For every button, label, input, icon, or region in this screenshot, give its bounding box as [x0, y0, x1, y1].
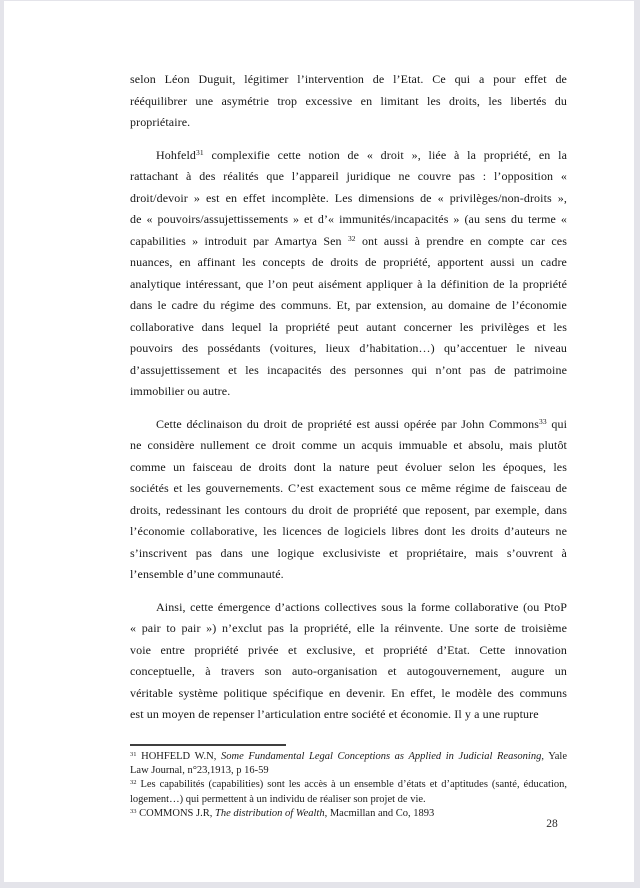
footnote-reference: 33 — [130, 807, 137, 815]
footnote-line — [130, 793, 567, 807]
text-line — [130, 295, 567, 317]
footnote-line — [130, 778, 567, 792]
document-page — [4, 1, 634, 882]
text-segment: l’économie collaborative, les licences de logiciels libres dont les droits d’auteurs ne — [130, 524, 567, 538]
text-segment: comme un faisceau de droits dont la nature peut évoluer selon les époques, les — [130, 459, 567, 474]
text-segment: Cette déclinaison du droit de propriété est aussi opérée par John Commons — [156, 416, 540, 431]
text-line — [130, 414, 567, 436]
text-segment: The distribution of Wealth — [214, 807, 325, 819]
text-line — [130, 683, 567, 705]
text-segment: , Yale — [541, 751, 567, 762]
text-segment: Ainsi, cette émergence d’actions collectives sous la forme collaborative (ou PtoP — [156, 599, 567, 614]
text-line — [130, 521, 567, 543]
paragraph — [130, 597, 567, 726]
page-number: 28 — [546, 818, 558, 830]
text-line — [130, 435, 567, 457]
text-line — [130, 317, 567, 339]
text-segment: est un moyen de repenser l’articulation entre société et économie. Il y a une rupture — [130, 707, 539, 721]
text-segment: immobilier ou autre. — [130, 384, 231, 398]
footnote-reference: 32 — [347, 233, 356, 243]
text-segment: ne considère nullement ce droit comme un acquis immuable et absolu, mais plutôt — [130, 438, 567, 452]
text-segment: rattachant à des réalités que l’appareil juridique ne couvre pas : l’opposition « — [130, 169, 567, 183]
footnote-line — [130, 807, 567, 821]
text-segment: conceptuelle, à travers son auto-organisation et autogouvernement, augure un — [130, 664, 567, 678]
text-line — [130, 188, 567, 210]
text-line — [130, 564, 567, 586]
text-line — [130, 457, 567, 479]
text-segment: COMMONS J.R, — [136, 807, 215, 819]
text-segment: rééquilibrer une asymétrie trop excessive en limitant les droits, les libertés du — [130, 93, 567, 108]
text-segment: capabilities » introduit par Amartya Sen — [130, 233, 348, 248]
footnote-separator — [130, 744, 286, 746]
footnote-line — [130, 750, 567, 764]
text-line — [130, 145, 567, 167]
text-segment: logement…) qui permettent à un individu de réaliser son projet de vie. — [130, 793, 426, 805]
text-line — [130, 661, 567, 683]
text-line — [130, 274, 567, 296]
text-line — [130, 360, 567, 382]
text-segment: « pair to pair ») n’exclut pas la propriété, elle la réinvente. Une sorte de troisième — [130, 621, 567, 635]
footnote-line — [130, 764, 567, 778]
text-line — [130, 618, 567, 640]
text-segment: qui — [546, 416, 567, 431]
text-segment: droits, redessinant les contours du droit de propriété que reposent, par exemple, dans — [130, 502, 567, 517]
text-segment: selon Léon Duguit, légitimer l’intervention de l’Etat. Ce qui a pour effet de — [130, 72, 567, 86]
text-line — [130, 597, 567, 619]
text-segment: droit/devoir » est en effet incomplète. Les dimensions de « privilèges/non-droits », — [130, 190, 567, 205]
text-line — [130, 500, 567, 522]
text-line — [130, 252, 567, 274]
text-segment: dans le cadre du régime des communs. Et, par extension, au domaine de l’économie — [130, 298, 567, 312]
text-line — [130, 112, 567, 134]
footnote-reference: 31 — [196, 147, 204, 157]
text-segment: véritable système politique spécifique en devenir. En effet, le modèle des communs — [130, 685, 567, 700]
text-segment: d’assujettissement et les incapacités des personnes qui n’ont pas de patrimoine — [130, 362, 567, 377]
text-line — [130, 704, 567, 726]
footnotes — [130, 750, 567, 821]
paragraph — [130, 145, 567, 403]
text-segment: l’ensemble d’une communauté. — [130, 567, 284, 581]
text-line — [130, 478, 567, 500]
text-line — [130, 69, 567, 91]
text-line — [130, 231, 567, 253]
footnote-reference: 33 — [539, 416, 547, 426]
text-line — [130, 91, 567, 113]
text-segment: pouvoirs des possédants (voitures, lieux d’habitation…) qu’accentuer le niveau — [130, 341, 567, 355]
page-body — [130, 69, 567, 726]
text-segment: s’inscrivent pas dans une logique exclusiviste et propriétaire, mais s’ouvrent à — [130, 545, 567, 560]
footnote-reference: 32 — [130, 779, 137, 787]
text-segment: Some Fundamental Legal Conceptions as Applied in Judicial Reasoning — [221, 751, 542, 762]
text-segment: propriétaire. — [130, 115, 191, 129]
text-segment: ont aussi à prendre en compte car ces — [355, 233, 567, 248]
paragraph — [130, 414, 567, 586]
text-line — [130, 543, 567, 565]
footnote-reference: 31 — [130, 751, 137, 758]
text-segment: voie entre propriété privée et exclusive, et propriété d’Etat. Cette innovation — [130, 642, 567, 657]
text-line — [130, 381, 567, 403]
text-segment: , Macmillan and Co, 1893 — [324, 807, 435, 819]
text-line — [130, 209, 567, 231]
text-segment: collaborative dans lequel la propriété peut autant concerner les privilèges et les — [130, 319, 567, 334]
text-line — [130, 640, 567, 662]
paragraph — [130, 69, 567, 134]
text-segment: complexifie cette notion de « droit », liée à la propriété, en la — [203, 147, 567, 162]
text-segment: sociétés et les gouvernements. C’est exactement sous ce même régime de faisceau de — [130, 481, 567, 495]
text-segment: HOHFELD W.N, — [136, 751, 221, 762]
text-segment: Les capabilités (capabilities) sont les accès à un ensemble d’états et d’aptitudes (santé, éducation, — [136, 779, 567, 791]
text-segment: nuances, en affinant les concepts de droits de propriété, apportent aussi un cadre — [130, 255, 567, 269]
text-segment: analytique intéressant, que l’on peut aisément appliquer à la définition de la propriété — [130, 276, 567, 291]
text-segment: Hohfeld — [156, 147, 197, 162]
text-line — [130, 338, 567, 360]
text-line — [130, 166, 567, 188]
text-segment: de « pouvoirs/assujettissements » et d’« immunités/incapacités » (au sens du terme « — [130, 212, 567, 226]
text-segment: Law Journal, n°23,1913, p 16-59 — [130, 765, 269, 777]
